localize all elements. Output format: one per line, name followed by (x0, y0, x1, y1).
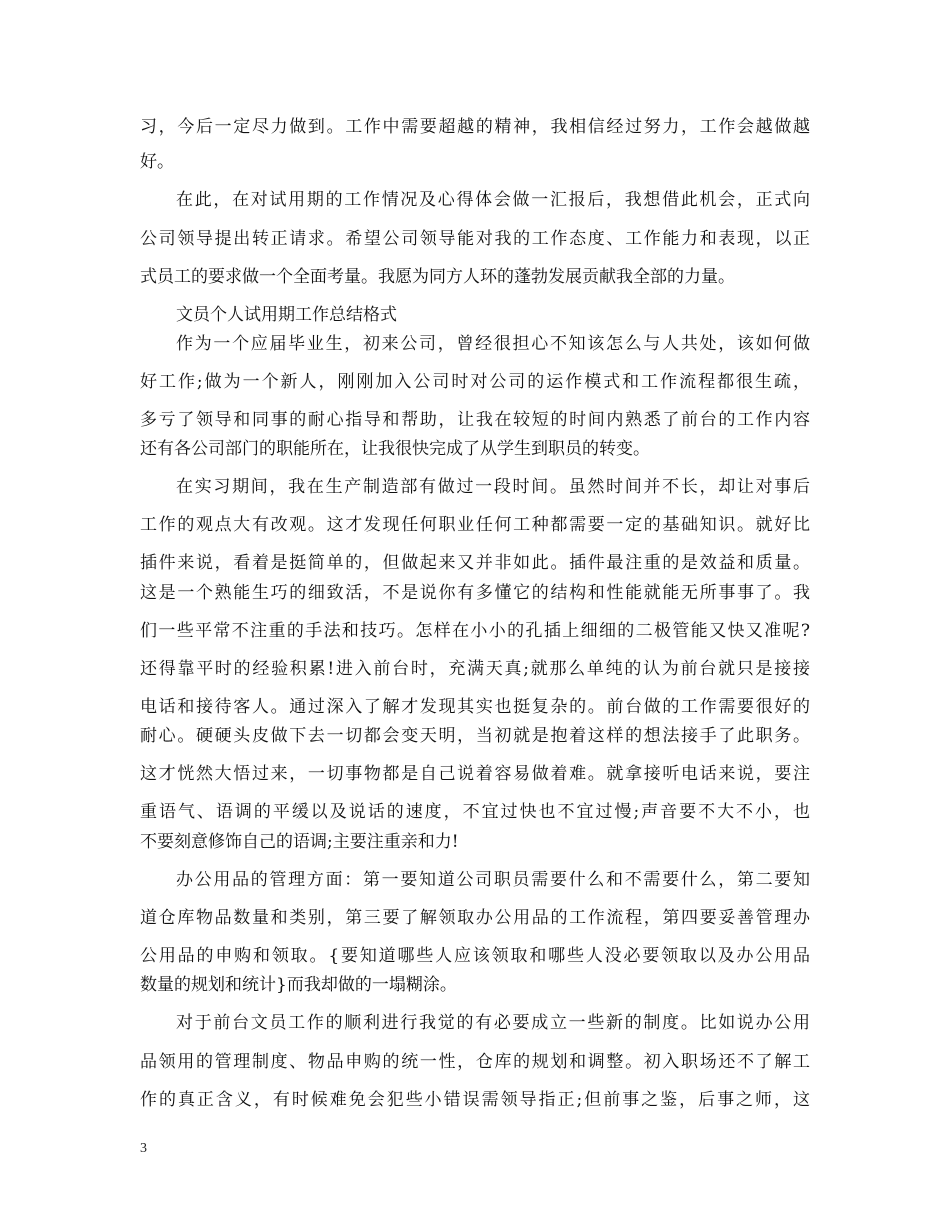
body-text-line: 品领用的管理制度、物品申购的统一性，仓库的规划和调整。初入职场还不了解工 (140, 1052, 810, 1072)
body-text-line: 们一些平常不注重的手法和技巧。怎样在小小的孔插上细细的二极管能又快又准呢? (140, 621, 810, 641)
body-text-line: 公用品的申购和领取。{要知道哪些人应该领取和哪些人没必要领取以及办公用品 (140, 946, 810, 966)
paragraph-first-line: 在此，在对试用期的工作情况及心得体会做一汇报后，我想借此机会，正式向 (176, 190, 810, 210)
body-text-line: 这是一个熟能生巧的细致活，不是说你有多懂它的结构和性能就能无所事事了。我 (140, 583, 810, 603)
section-heading: 文员个人试用期工作总结格式 (176, 305, 397, 325)
paragraph-first-line: 对于前台文员工作的顺利进行我觉的有必要成立一些新的制度。比如说办公用 (176, 1013, 810, 1033)
body-text-line: 好。 (140, 152, 174, 172)
paragraph-first-line: 在实习期间，我在生产制造部有做过一段时间。虽然时间并不长，却让对事后 (176, 477, 810, 497)
body-text-line: 重语气、语调的平缓以及说话的速度，不宜过快也不宜过慢;声音要不大不小，也 (140, 802, 810, 822)
body-text-line: 工作的观点大有改观。这才发现任何职业任何工种都需要一定的基础知识。就好比 (140, 515, 810, 535)
body-text-line: 作的真正含义，有时候难免会犯些小错误需领导指正;但前事之鉴，后事之师，这 (140, 1090, 810, 1110)
paragraph-first-line: 作为一个应届毕业生，初来公司，曾经很担心不知该怎么与人共处，该如何做 (176, 334, 810, 354)
body-text-line: 耐心。硬硬头皮做下去一切都会变天明，当初就是抱着这样的想法接手了此职务。 (140, 726, 810, 746)
body-text-line: 式员工的要求做一个全面考量。我愿为同方人环的蓬勃发展贡献我全部的力量。 (140, 267, 735, 287)
body-text-line: 插件来说，看着是挺简单的，但做起来又并非如此。插件最注重的是效益和质量。 (140, 553, 810, 573)
body-text-line: 还得靠平时的经验积累!进入前台时，充满天真;就那么单纯的认为前台就只是接接 (140, 659, 810, 679)
paragraph-first-line: 办公用品的管理方面：第一要知道公司职员需要什么和不需要什么，第二要知 (176, 870, 810, 890)
body-text-line: 不要刻意修饰自己的语调;主要注重亲和力! (140, 832, 459, 852)
body-text-line: 还有各公司部门的职能所在，让我很快完成了从学生到职员的转变。 (140, 439, 650, 459)
body-text-line: 习，今后一定尽力做到。工作中需要超越的精神，我相信经过努力，工作会越做越 (140, 117, 810, 137)
body-text-line: 公司领导提出转正请求。希望公司领导能对我的工作态度、工作能力和表现，以正 (140, 229, 810, 249)
body-text-line: 道仓库物品数量和类别，第三要了解领取办公用品的工作流程，第四要妥善管理办 (140, 908, 810, 928)
page-number: 3 (140, 1141, 147, 1156)
body-text-line: 这才恍然大悟过来，一切事物都是自己说着容易做着难。就拿接听电话来说，要注 (140, 764, 810, 784)
body-text-line: 好工作;做为一个新人，刚刚加入公司时对公司的运作模式和工作流程都很生疏， (140, 372, 810, 392)
body-text-line: 电话和接待客人。通过深入了解才发现其实也挺复杂的。前台做的工作需要很好的 (140, 697, 810, 717)
body-text-line: 数量的规划和统计}而我却做的一塌糊涂。 (140, 975, 457, 995)
body-text-line: 多亏了领导和同事的耐心指导和帮助，让我在较短的时间内熟悉了前台的工作内容 (140, 410, 810, 430)
